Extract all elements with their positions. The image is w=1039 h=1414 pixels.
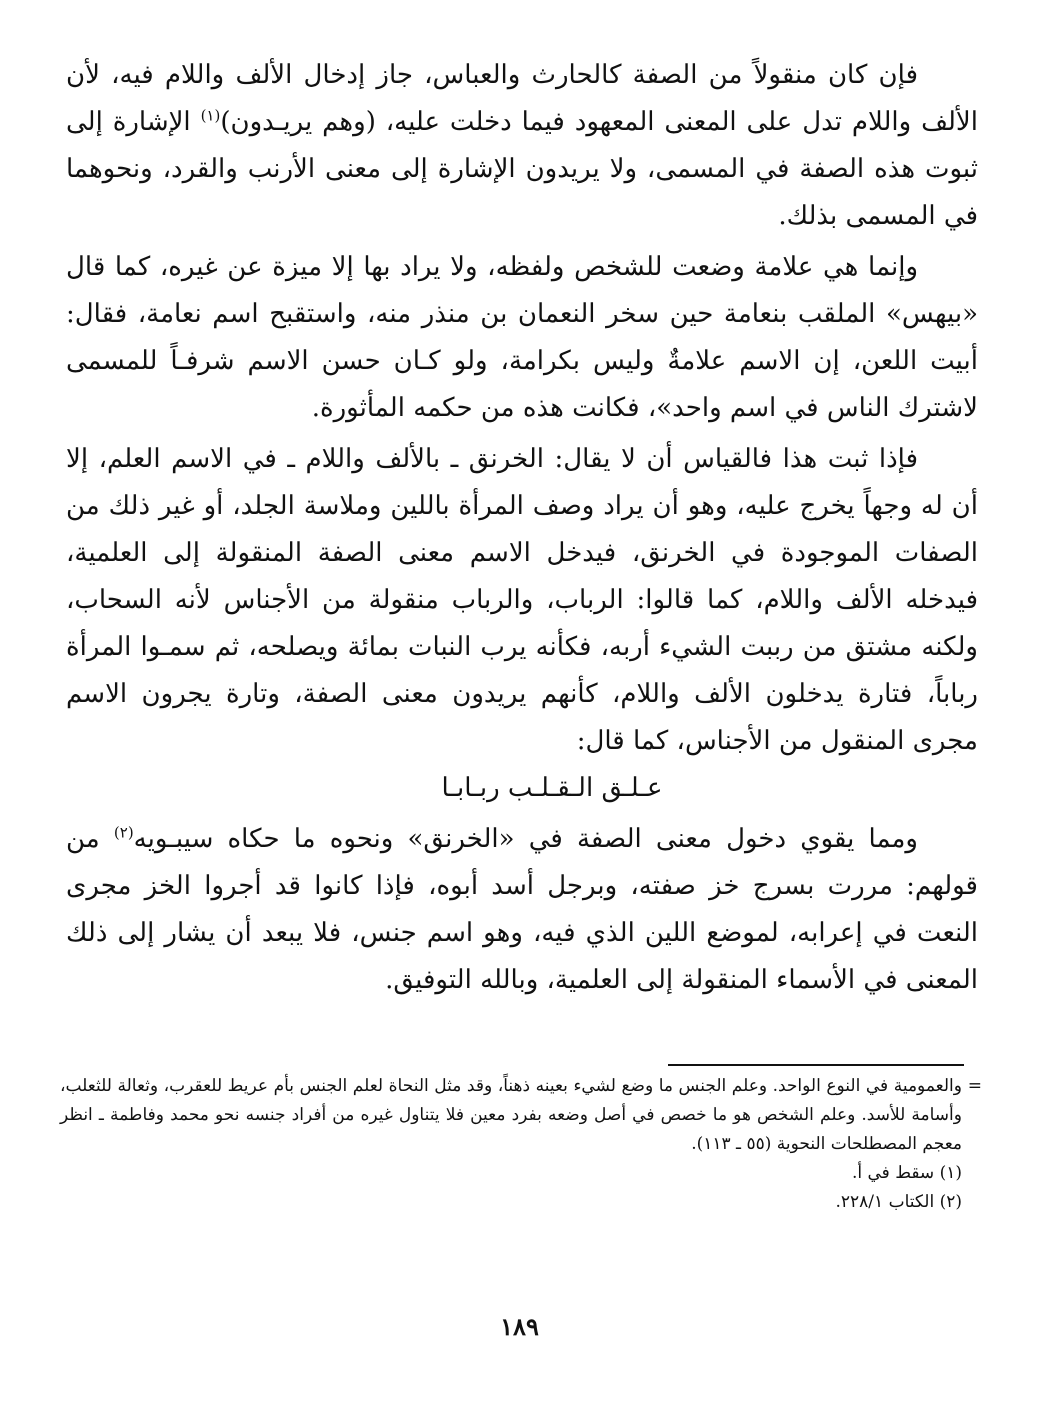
footnote-ref-2: (٢) — [113, 823, 134, 842]
page-number: ١٨٩ — [500, 1312, 539, 1341]
continuation-mark: = — [967, 1076, 982, 1096]
footnote-separator — [668, 1064, 964, 1066]
paragraph-3: فإذا ثبت هذا فالقياس أن لا يقال: الخرنق ـ بالألف واللام ـ في الاسم العلم، إلا أن له وجهاً يخرج عليه، وهو أن يراد وصف المرأة باللين وملاسة الجلد، أو غير ذلك من الصفات الموجودة في الخرنق، فيدخل الاسم معنى الصفة المنقولة إلى العلمية، فيدخله الألف واللام، كما قالوا: الرباب، والرباب منقولة من الأجناس لأنه السحاب، ولكنه مشتق من رببت الشيء أربه، فكأنه يرب النبات بمائة ويصلحه، ثم سمـوا المرأة رباباً، فتارة يدخلون الألف واللام، كأنهم يريدون معنى الصفة، وتارة يجرون الاسم مجرى المنقول من الأجناس، كما قال: — [66, 444, 978, 756]
verse-line: عـلـق الـقـلـب ربـابـا — [441, 773, 663, 803]
paragraph-2: وإنما هي علامة وضعت للشخص ولفظه، ولا يراد بها إلا ميزة عن غيره، كما قال «بيهس» الملقب بنعامة حين سخر النعمان بن منذر منه، واستقبح اسم نعامة، فقال: أبيت اللعن، إن الاسم علامةٌ وليس بكرامة، ولو كـان حسن الاسم شرفـاً للمسمى لاشترك الناس في اسم واحد»، فكانت هذه من حكمه المأثورة. — [66, 252, 978, 423]
footnote-ref-1: (١) — [200, 106, 221, 125]
paragraph-1-text: فإن كان منقولاً من الصفة كالحارث والعباس، جاز إدخال الألف واللام فيه، لأن الألف واللام تدل على المعنى المعهود فيما دخلت عليه، (وهم يريـدون) — [66, 60, 978, 137]
footnote-continuation-text: والعمومية في النوع الواحد. وعلم الجنس ما وضع لشيء بعينه ذهناً، وقد مثل النحاة لعلم الجنس بأم عريط للعقرب، وثعالة للثعلب، وأسامة للأسد. وعلم الشخص هو ما خصص في أصل وضعه بفرد معين فلا يتناول غيره من أفراد جنسه نحو محمد وفاطمة ـ انظر معجم المصطلحات النحوية (٥٥ ـ ١١٣). — [60, 1076, 962, 1154]
main-text — [66, 52, 978, 1004]
footnote-continuation — [60, 1072, 982, 1159]
paragraph-1 — [66, 52, 978, 240]
paragraph-4-text: ومما يقوي دخول معنى الصفة في «الخرنق» ونحوه ما حكاه سيبـويه — [133, 824, 918, 854]
paragraph-4 — [66, 816, 978, 1004]
footnotes — [60, 1072, 982, 1217]
footnote-1: (١) سقط في أ. — [851, 1163, 962, 1183]
paragraph-1-text-continued: الإشارة إلى ثبوت هذه الصفة في المسمى، ولا يريدون الإشارة إلى معنى الأرنب والقرد، ونحوهما في المسمى بذلك. — [66, 107, 978, 231]
footnote-2: (٢) الكتاب ٢٢٨/١. — [835, 1192, 962, 1212]
paragraph-4-text-continued: من قولهم: مررت بسرج خز صفته، وبرجل أسد أبوه، فإذا كانوا قد أجروا الخز مجرى النعت في إعرابه، لموضع اللين الذي فيه، وهو اسم جنس، فلا يبعد أن يشار إلى ذلك المعنى في الأسماء المنقولة إلى العلمية، وبالله التوفيق. — [66, 824, 978, 995]
